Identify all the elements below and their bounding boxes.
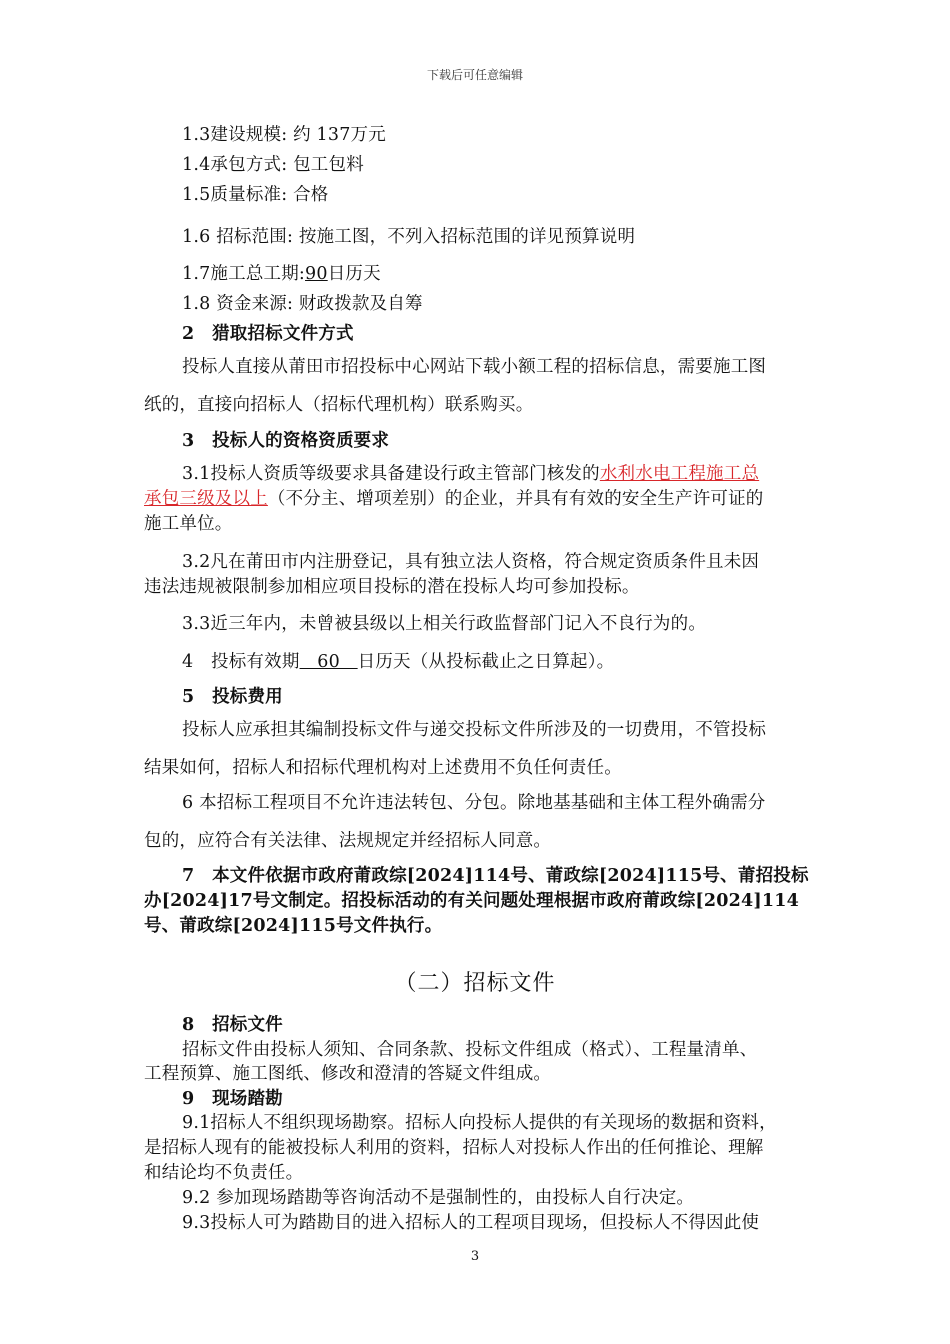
para-9-2: 9.2 参加现场踏勘等咨询活动不是强制性的，由投标人自行决定。 xyxy=(182,1188,695,1208)
heading-8: 8 招标文件 xyxy=(182,1015,283,1035)
section-title: （二）招标文件 xyxy=(394,971,556,996)
clause-1-3: 1.3建设规模: 约 137万元 xyxy=(182,125,386,145)
para-5-line2: 结果如何，招标人和招标代理机构对上述费用不负任何责任。 xyxy=(144,758,622,778)
para-5-line1: 投标人应承担其编制投标文件与递交投标文件所涉及的一切费用，不管投标 xyxy=(182,720,767,740)
para-7-line1: 7 本文件依据市政府莆政综[2024]114号、莆政综[2024]115号、莆招投标 xyxy=(182,866,809,886)
para-3-3: 3.3近三年内，未曾被县级以上相关行政监督部门记入不良行为的。 xyxy=(182,614,707,634)
clause-1-4: 1.4承包方式: 包工包料 xyxy=(182,155,364,175)
para-9-3: 9.3投标人可为踏勘目的进入招标人的工程项目现场，但投标人不得因此使 xyxy=(182,1213,760,1233)
page-header: 下载后可任意编辑 xyxy=(426,68,523,82)
qualification-highlight: 水利水电工程施工总 xyxy=(599,464,760,484)
clause-1-8: 1.8 资金来源: 财政拨款及自筹 xyxy=(182,294,423,314)
heading-2: 2 猎取招标文件方式 xyxy=(182,324,354,344)
para-9-1-line2: 是招标人现有的能被投标人利用的资料，招标人对投标人作出的任何推论、理解 xyxy=(144,1138,764,1158)
validity-value: 60 xyxy=(299,652,358,672)
para-3-1-line1: 3.1投标人资质等级要求具备建设行政主管部门核发的水利水电工程施工总 xyxy=(182,464,760,484)
heading-5: 5 投标费用 xyxy=(182,687,283,707)
para-8-line2: 工程预算、施工图纸、修改和澄清的答疑文件组成。 xyxy=(144,1064,552,1084)
para-3-1-line2: 承包三级及以上（不分主、增项差别）的企业，并具有有效的安全生产许可证的 xyxy=(144,489,764,509)
clause-1-5: 1.5质量标准: 合格 xyxy=(182,185,329,205)
para-6-line1: 6 本招标工程项目不允许违法转包、分包。除地基基础和主体工程外确需分 xyxy=(182,793,766,813)
para-4: 4 投标有效期 60 日历天（从投标截止之日算起）。 xyxy=(182,652,615,672)
heading-3: 3 投标人的资格资质要求 xyxy=(182,431,390,451)
para-9-1-line3: 和结论均不负责任。 xyxy=(144,1163,304,1183)
para-3-1-line3: 施工单位。 xyxy=(144,514,233,534)
para-7-line2: 办[2024]17号文制定。招投标活动的有关问题处理根据市政府莆政综[2024]114 xyxy=(144,891,800,911)
para-2-line2: 纸的，直接向招标人（招标代理机构）联系购买。 xyxy=(144,395,534,415)
heading-9: 9 现场踏勘 xyxy=(182,1089,283,1109)
clause-1-7: 1.7施工总工期:90日历天 xyxy=(182,264,381,284)
qualification-highlight-cont: 承包三级及以上 xyxy=(144,489,268,509)
para-7-line3: 号、莆政综[2024]115号文件执行。 xyxy=(144,916,443,936)
period-value: 90 xyxy=(305,264,328,284)
para-3-2-line2: 违法违规被限制参加相应项目投标的潜在投标人均可参加投标。 xyxy=(144,577,640,597)
para-9-1-line1: 9.1招标人不组织现场勘察。招标人向投标人提供的有关现场的数据和资料， xyxy=(182,1113,777,1133)
para-8-line1: 招标文件由投标人须知、合同条款、投标文件组成（格式）、工程量清单、 xyxy=(182,1040,758,1060)
para-3-2-line1: 3.2凡在莆田市内注册登记，具有独立法人资格，符合规定资质条件且未因 xyxy=(182,552,760,572)
para-2-line1: 投标人直接从莆田市招投标中心网站下载小额工程的招标信息，需要施工图 xyxy=(182,357,767,377)
clause-1-6: 1.6 招标范围: 按施工图，不列入招标范围的详见预算说明 xyxy=(182,227,636,247)
page-number: 3 xyxy=(470,1249,480,1264)
para-6-line2: 包的，应符合有关法律、法规规定并经招标人同意。 xyxy=(144,831,552,851)
